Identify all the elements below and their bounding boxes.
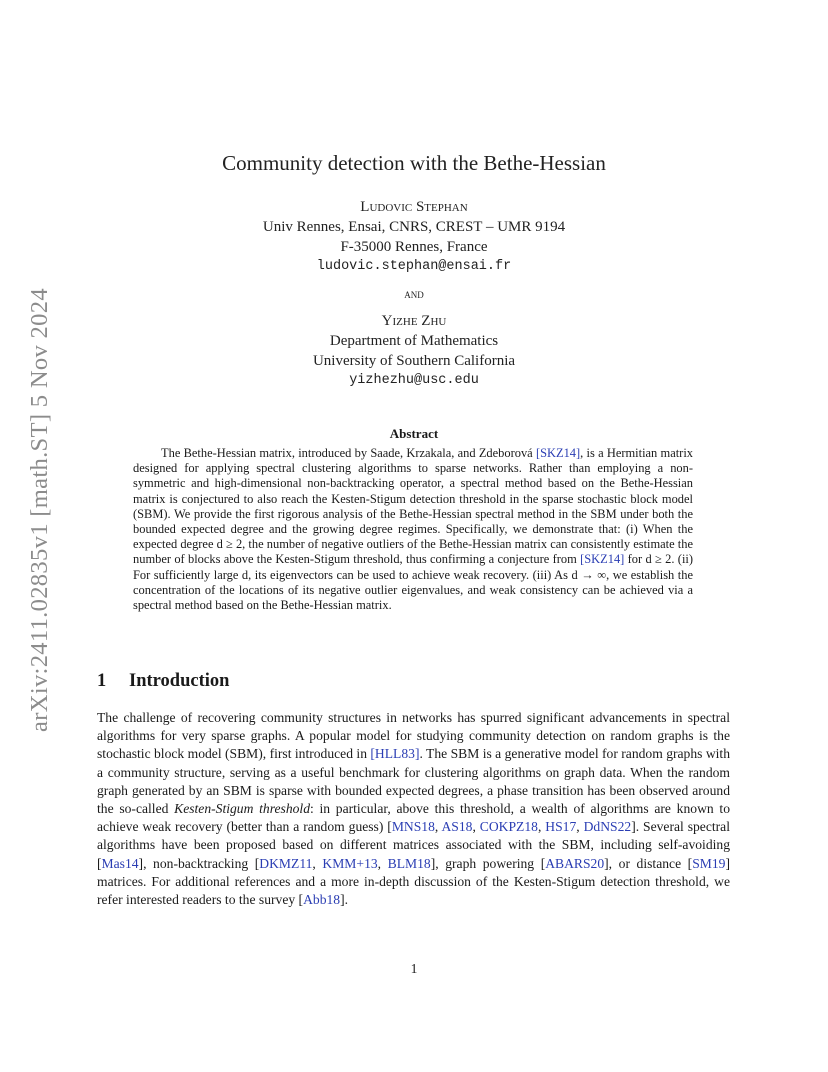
introduction-paragraph [97,709,730,909]
citation-link[interactable]: SM19 [692,855,726,871]
emphasis-text: Kesten-Stigum threshold [174,801,310,817]
page-number: 1 [410,961,418,976]
abstract-text: , is a Hermitian matrix designed for applying spectral clustering algorithms to sparse networks. Rather than employing a non-symmetric and high-dimensional non-backtracking operator, a spectral method based on the Bethe-Hessian matrix is conjectured to also reach the Kesten-Stigum detection threshold in the sparse stochastic block model (SBM). We provide the first rigorous analysis of the Bethe-Hessian spectral method in the SBM under both the bounded expected degree and the growing degree regimes. Specifically, we demonstrate that: (i) When the expected degree d ≥ 2, the number of negative outliers of the Bethe-Hessian matrix can consistently estimate the number of blocks above the Kesten-Stigum threshold, thus confirming a conjecture from [133,446,693,567]
citation-link[interactable]: AS18 [441,819,473,835]
abstract-text: for d ≥ 2. (ii) For sufficiently large d, its eigenvectors can be used to achieve weak recovery. (iii) As d → ∞, we establish the concentration of the locations of its negative outlier eigenvalues, and weak consistency can be achieved via a spectral method based on the Bethe-Hessian matrix. [133,552,693,613]
separator-text: , [537,819,546,835]
section-number: 1 [97,671,107,691]
citation-link[interactable]: COKPZ18 [479,819,538,835]
author-separator: and [404,286,424,301]
abstract-heading: Abstract [389,426,439,441]
citation-link[interactable]: [SKZ14] [580,552,625,567]
author-address: University of Southern California [312,353,516,369]
author-block-2 [0,311,828,391]
separator-text: , [312,855,323,871]
author-affiliation: Univ Rennes, Ensai, CNRS, CREST – UMR 9194 [262,219,566,235]
separator-text: , [434,819,442,835]
author-email[interactable]: yizhezhu@usc.edu [349,373,479,388]
body-text: . The SBM is a generative model for random graphs with a community structure, serving as a useful benchmark for clustering algorithms on graph data. When the random graph generated by an SBM is sparse with bounded expected degrees, a phase transition has been observed around the so-called [97,746,731,817]
body-text: ]. [340,892,349,908]
author-block-1 [0,197,828,277]
citation-link[interactable]: Mas14 [101,855,139,871]
abstract-body [133,446,693,613]
paper-title: Community detection with the Bethe-Hessian [222,151,606,175]
citation-link[interactable]: MNS18 [391,819,435,835]
body-text: ], graph powering [ [430,855,546,871]
citation-link[interactable]: ABARS20 [545,855,605,871]
body-text: : in particular, above this threshold, a wealth of algorithms are known to achieve weak recovery (better than a random guess) [ [97,801,730,835]
citation-link[interactable]: [HLL83] [370,746,420,762]
introduction-body [97,709,730,909]
body-text: ], or distance [ [604,855,693,871]
body-text: ]. Several spectral algorithms have been proposed based on different matrices associated with the SBM, including self-avoiding [ [97,819,730,871]
citation-link[interactable]: BLM18 [387,855,431,871]
body-text: The challenge of recovering community structures in networks has spurred significant advancements in spectral algorithms for very sparse graphs. A popular model for studying community detection on random graphs is the stochastic block model (SBM), first introduced in [97,710,730,762]
separator-text: , [472,819,480,835]
section-heading [97,671,229,692]
citation-link[interactable]: KMM+13 [322,855,378,871]
author-name: Yizhe Zhu [381,313,447,329]
author-affiliation: Department of Mathematics [329,333,499,349]
separator-text: , [576,819,584,835]
citation-link[interactable]: Abb18 [303,892,341,908]
section-title: Introduction [129,671,230,691]
citation-link[interactable]: [SKZ14] [535,446,581,460]
author-address: F-35000 Rennes, France [340,239,488,255]
citation-link[interactable]: HS17 [545,819,577,835]
arxiv-identifier: arXiv:2411.02835v1 [math.ST] 5 Nov 2024 [25,288,53,732]
author-email[interactable]: ludovic.stephan@ensai.fr [316,259,512,274]
abstract-text: The Bethe-Hessian matrix, introduced by Saade, Krzakala, and Zdeborová [161,446,536,460]
body-text: ] matrices. For additional references and a more in-depth discussion of the Kesten-Stigum detection threshold, we refer interested readers to the survey [ [97,855,730,908]
separator-text: , [377,855,388,871]
citation-link[interactable]: DdNS22 [583,819,632,835]
body-text: ], non-backtracking [ [138,855,260,871]
citation-link[interactable]: DKMZ11 [259,855,313,871]
author-name: Ludovic Stephan [360,199,468,215]
abstract-paragraph [133,446,693,613]
author-list [0,197,828,391]
